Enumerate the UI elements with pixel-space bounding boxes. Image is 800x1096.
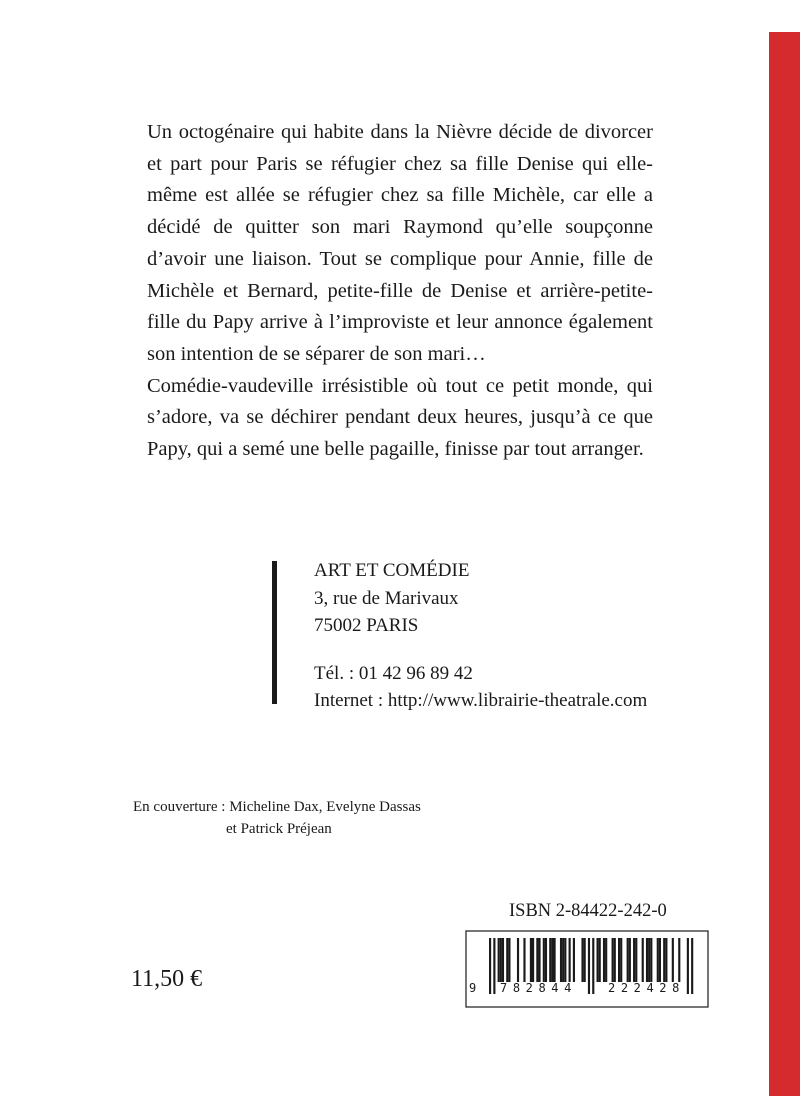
barcode-bar xyxy=(663,938,665,982)
barcode-bar xyxy=(599,938,601,982)
cover-credit xyxy=(133,796,421,840)
barcode-bar xyxy=(554,938,556,982)
barcode-bar xyxy=(562,938,564,982)
publisher-divider xyxy=(272,561,277,704)
barcode-bar xyxy=(523,938,525,982)
barcode-bar xyxy=(629,938,631,982)
barcode-bar xyxy=(659,938,661,982)
barcode-bar xyxy=(691,938,693,994)
barcode-bar xyxy=(588,938,590,994)
barcode xyxy=(465,930,709,1010)
barcode-bar xyxy=(517,938,519,982)
price: 11,50 € xyxy=(131,966,203,992)
barcode-bar xyxy=(646,938,648,982)
barcode-bar xyxy=(584,938,586,982)
barcode-bar xyxy=(620,938,622,982)
barcode-bar xyxy=(502,938,504,982)
barcode-bar xyxy=(678,938,680,982)
barcode-left-digits: 782844 xyxy=(500,981,577,995)
barcode-bar xyxy=(545,938,547,982)
barcode-bar xyxy=(560,938,562,982)
barcode-bar xyxy=(633,938,635,982)
barcode-graphic xyxy=(465,930,709,1010)
cover-credit-line-1: En couverture : Micheline Dax, Evelyne Dassas xyxy=(133,799,421,815)
barcode-bar xyxy=(627,938,629,982)
barcode-bars xyxy=(466,931,708,1007)
barcode-first-digit: 9 xyxy=(469,981,477,995)
barcode-bar xyxy=(549,938,551,982)
barcode-bar xyxy=(597,938,599,982)
barcode-bar xyxy=(648,938,650,982)
barcode-bar xyxy=(532,938,534,982)
publisher-phone: Tél. : 01 42 96 89 42 xyxy=(314,662,473,684)
barcode-bar xyxy=(500,938,502,982)
barcode-bar xyxy=(530,938,532,982)
publisher-name: ART ET COMÉDIE xyxy=(314,560,470,581)
barcode-bar xyxy=(573,938,575,982)
barcode-bar xyxy=(543,938,545,982)
barcode-bar xyxy=(592,938,594,994)
synopsis-paragraph-2: Comédie-vaudeville irrésistible où tout ce petit monde, qui s’adore, va se déchirer pendant deux heures, jusqu’à ce que Papy, qui a semé une belle pagaille, finisse par tout arranger. xyxy=(147,374,653,461)
barcode-bar xyxy=(657,938,659,982)
barcode-bar xyxy=(508,938,510,982)
barcode-bar xyxy=(538,938,540,982)
barcode-bar xyxy=(581,938,583,982)
publisher-website: Internet : http://www.librairie-theatrale.com xyxy=(314,690,648,711)
barcode-bar xyxy=(605,938,607,982)
barcode-bar xyxy=(650,938,652,982)
synopsis-paragraph-1: Un octogénaire qui habite dans la Nièvre décide de divorcer et part pour Paris se réfugier chez sa fille Denise qui elle-même est allée se réfugier chez sa fille Michèle, car elle a décidé de quitter son mari Raymond qu’elle soupçonne d’avoir une liaison. Tout se complique pour Annie, fille de Michèle et Bernard, petite-fille de Denise et arrière-petite-fille du Papy arrive à l’improviste et leur annonce également son intention de se séparer de son mari… xyxy=(147,121,653,365)
barcode-bar xyxy=(506,938,508,982)
synopsis xyxy=(147,117,653,466)
barcode-bar xyxy=(564,938,566,982)
cover-credit-line-2: et Patrick Préjean xyxy=(226,821,332,837)
publisher-street: 3, rue de Marivaux xyxy=(314,587,459,609)
barcode-bar xyxy=(603,938,605,982)
barcode-bar xyxy=(612,938,614,982)
barcode-right-digits: 222428 xyxy=(608,981,685,995)
isbn-label: ISBN 2-84422-242-0 xyxy=(509,901,667,921)
barcode-bar xyxy=(618,938,620,982)
red-spine-band xyxy=(769,32,800,1096)
barcode-bar xyxy=(672,938,674,982)
barcode-bar xyxy=(493,938,495,994)
barcode-bar xyxy=(569,938,571,982)
barcode-bar xyxy=(551,938,553,982)
barcode-bar xyxy=(642,938,644,982)
barcode-bar xyxy=(687,938,689,994)
barcode-bar xyxy=(614,938,616,982)
publisher-block xyxy=(314,557,647,715)
barcode-bar xyxy=(665,938,667,982)
barcode-bar xyxy=(536,938,538,982)
publisher-city: 75002 PARIS xyxy=(314,615,419,636)
barcode-bar xyxy=(498,938,500,982)
barcode-bar xyxy=(489,938,491,994)
barcode-bar xyxy=(635,938,637,982)
